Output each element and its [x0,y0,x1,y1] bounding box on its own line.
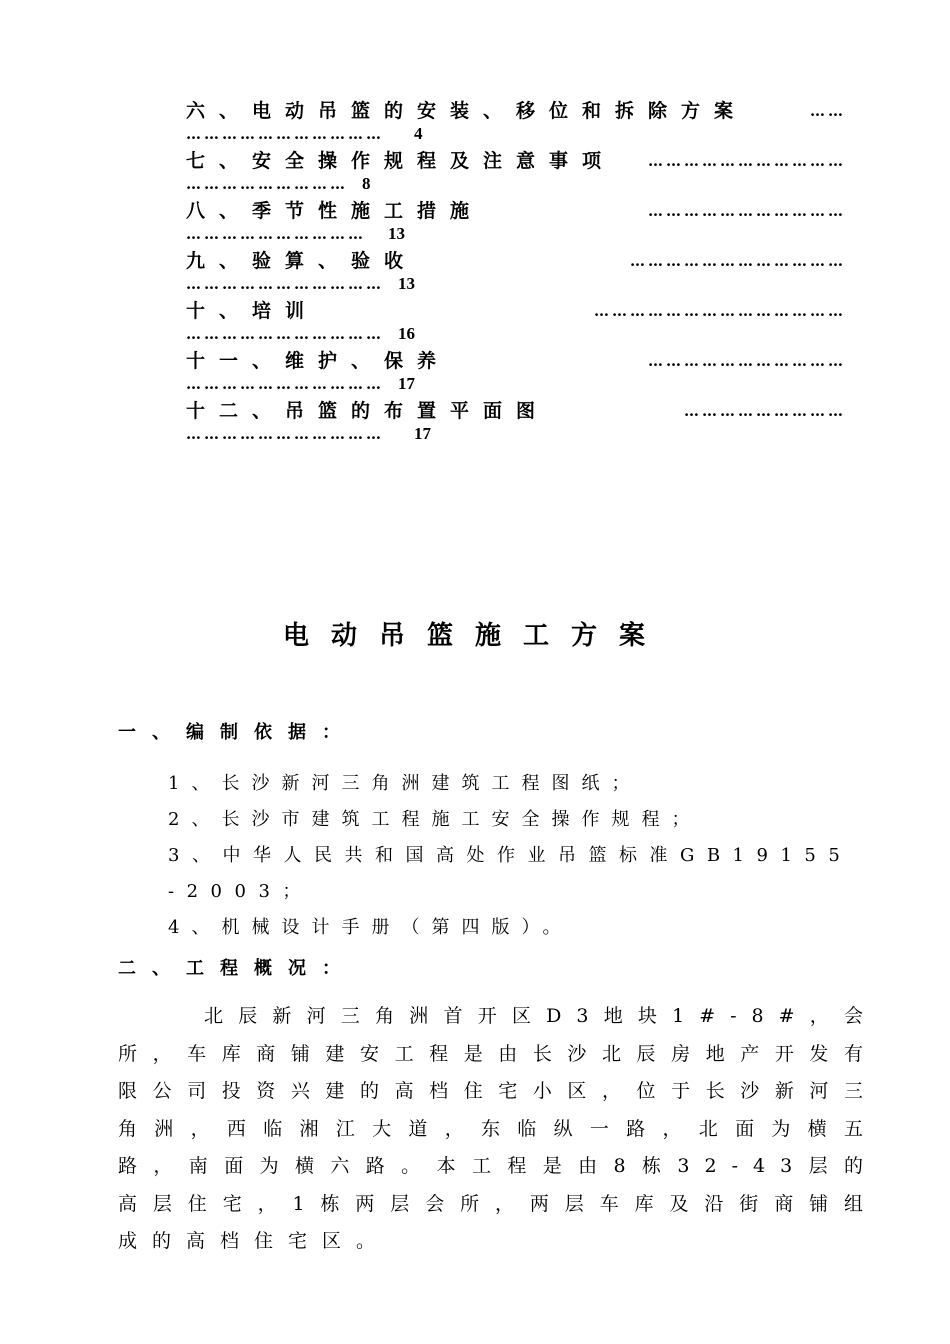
toc-page-number: 17 [398,374,415,393]
toc-entry-title: 六、电动吊篮的安装、移位和拆除方案 [186,100,748,122]
toc-entry-title: 八、季节性施工措施 [186,200,484,222]
toc-leader-dots: …………………………………… [594,302,846,320]
toc-page-number: 17 [414,424,431,443]
document-title: 电动吊篮施工方案 [282,621,667,651]
toc-page-number: 16 [398,324,415,343]
toc-entry[interactable] [186,298,846,348]
toc-entry[interactable] [186,148,846,198]
toc-page-number: 4 [414,124,423,143]
toc-entry-title: 十一、维护、保养 [186,350,451,372]
toc-entry-title: 十二、吊篮的布置平面图 [186,400,550,422]
toc-leader-dots: …………………………… [186,275,384,293]
toc-leader-dots: …… [810,102,846,120]
basis-list [168,766,858,946]
toc-leader-dots: …………………………… [648,352,846,370]
toc-page-number: 13 [388,224,405,243]
toc-entry-title: 十、培训 [186,300,319,322]
list-item: 3、中华人民共和国高处作业吊篮标准GB19155-2003； [168,845,853,902]
list-item: 1、长沙新河三角洲建筑工程图纸； [168,773,642,794]
section-heading-overview: 二、工程概况： [118,958,356,979]
toc-entry-title: 九、验算、验收 [186,250,418,272]
toc-entry[interactable] [186,248,846,298]
toc-leader-dots: ………………………… [186,225,366,243]
section-heading-basis: 一、编制依据： [118,722,356,743]
toc-leader-dots: ……………………… [684,402,846,420]
toc-page-number: 13 [398,274,415,293]
list-item: 2、长沙市建筑工程施工安全操作规程； [168,809,702,830]
toc-leader-dots: …………………………… [648,202,846,220]
toc-entry[interactable] [186,98,846,148]
list-item: 4、机械设计手册（第四版）。 [168,917,573,938]
toc-entry[interactable] [186,198,846,248]
toc-leader-dots: ……………………………… [630,252,846,270]
toc-leader-dots: …………………………… [186,375,384,393]
toc-entry[interactable] [186,398,846,448]
toc-leader-dots: …………………………… [648,152,846,170]
toc-entry-title: 七、安全操作规程及注意事项 [186,150,616,172]
toc-entry[interactable] [186,348,846,398]
project-overview-paragraph: 北辰新河三角洲首开区D3地块1#-8#，会所，车库商铺建安工程是由长沙北辰房地产开发有限公司投资兴建的高档住宅小区，位于长沙新河三角洲，西临湘江大道，东临纵一路，北面为横五路，南面为横六路。本工程是由8栋32-43层的高层住宅，1栋两层会所，两层车库及沿街商铺组成的高档住宅区。 [118,1005,878,1252]
table-of-contents [186,98,846,448]
toc-leader-dots: …………………………… [186,125,384,143]
toc-leader-dots: …………………………… [186,425,384,443]
toc-leader-dots: …………………………… [186,325,384,343]
toc-leader-dots: ……………………… [186,175,348,193]
toc-page-number: 8 [362,174,371,193]
